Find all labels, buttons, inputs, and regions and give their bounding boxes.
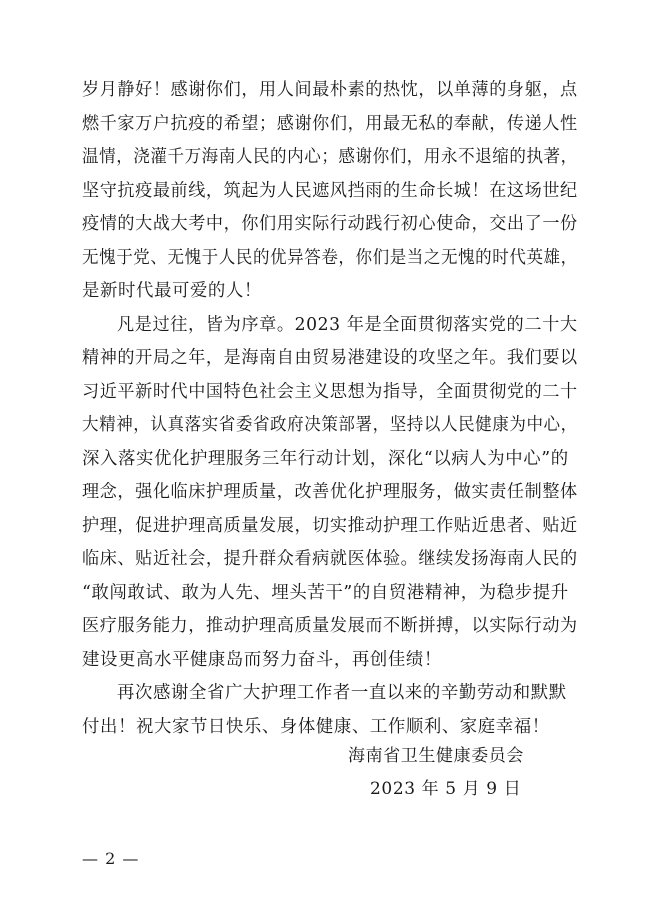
paragraph-1-line-2: 燃千家万户抗疫的希望；感谢你们，用最无私的奉献，传递人性: [82, 114, 578, 134]
paragraph-2-line-11: 建设更高水平健康岛而努力奋斗，再创佳绩！: [82, 650, 442, 670]
paragraph-2-line-7: 护理，促进护理高质量发展，切实推动护理工作贴近患者、贴近: [82, 516, 578, 536]
paragraph-1-line-3: 温情，浇灌千万海南人民的内心；感谢你们，用永不退缩的执著，: [82, 147, 578, 167]
paragraph-1-line-4: 坚守抗疫最前线，筑起为人民遮风挡雨的生命长城！在这场世纪: [82, 181, 578, 201]
paragraph-2-line-3: 习近平新时代中国特色社会主义思想为指导，全面贯彻党的二十: [82, 382, 578, 402]
paragraph-3-line-1: 再次感谢全省广大护理工作者一直以来的辛勤劳动和默默: [117, 683, 567, 703]
paragraph-2-line-2: 精神的开局之年，是海南自由贸易港建设的攻坚之年。我们要以: [82, 348, 578, 368]
paragraph-1-line-5: 疫情的大战大考中，你们用实际行动践行初心使命，交出了一份: [82, 214, 578, 234]
page-number: — 2 —: [82, 849, 140, 868]
signature-date: 2023 年 5 月 9 日: [370, 779, 522, 799]
paragraph-2-line-9: “敢闯敢试、敢为人先、埋头苦干”的自贸港精神，为稳步提升: [82, 583, 569, 603]
paragraph-2-line-6: 理念，强化临床护理质量，改善优化护理服务，做实责任制整体: [82, 482, 578, 502]
paragraph-2-line-5: 深入落实优化护理服务三年行动计划，深化“以病人为中心”的: [82, 449, 569, 469]
paragraph-2-line-8: 临床、贴近社会，提升群众看病就医体验。继续发扬海南人民的: [82, 549, 578, 569]
paragraph-2-line-4: 大精神，认真落实省委省政府决策部署，坚持以人民健康为中心，: [82, 415, 578, 435]
paragraph-2-line-10: 医疗服务能力，推动护理高质量发展而不断拼搏，以实际行动为: [82, 616, 578, 636]
paragraph-1-line-6: 无愧于党、无愧于人民的优异答卷，你们是当之无愧的时代英雄，: [82, 248, 578, 268]
signature-organization: 海南省卫生健康委员会: [348, 746, 524, 766]
paragraph-1-line-7: 是新时代最可爱的人！: [82, 281, 262, 301]
paragraph-3-line-2: 付出！祝大家节日快乐、身体健康、工作顺利、家庭幸福！: [82, 717, 550, 737]
paragraph-1-line-1: 岁月静好！感谢你们，用人间最朴素的热忱，以单薄的身躯，点: [82, 80, 578, 100]
paragraph-2-line-1: 凡是过往，皆为序章。2023 年是全面贯彻落实党的二十大: [117, 315, 578, 335]
